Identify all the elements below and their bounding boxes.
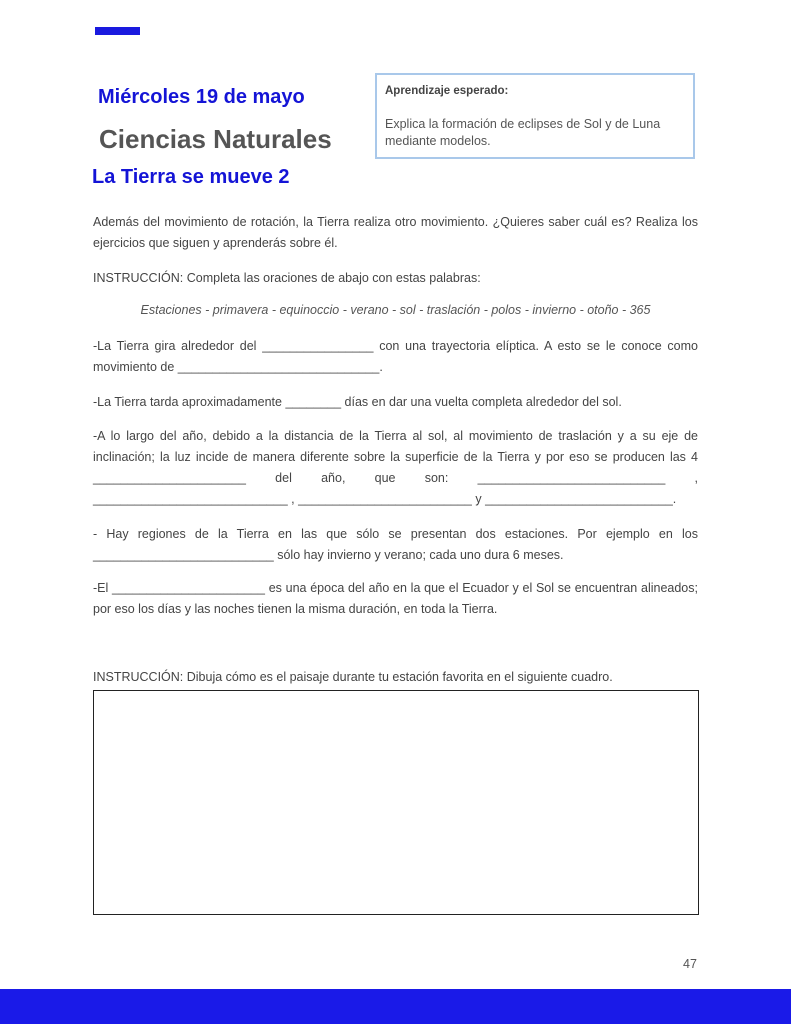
instruction-fill-blanks: INSTRUCCIÓN: Completa las oraciones de abajo con estas palabras: — [93, 271, 481, 285]
drawing-area[interactable] — [93, 690, 699, 915]
lesson-title: La Tierra se mueve 2 — [92, 166, 290, 188]
learning-outcome-title: Aprendizaje esperado: — [385, 85, 509, 97]
top-accent-bar — [95, 27, 140, 35]
subject-title: Ciencias Naturales — [99, 124, 332, 154]
intro-paragraph: Además del movimiento de rotación, la Tierra realiza otro movimiento. ¿Quieres saber cuál es? Realiza los ejercicios que siguen y aprenderás sobre él. — [93, 215, 698, 250]
date-heading: Miércoles 19 de mayo — [98, 86, 305, 108]
exercise-sentence-1: -La Tierra gira alrededor del ________________ con una trayectoria elíptica. A esto se le conoce como movimiento de _____________________________. — [93, 339, 698, 374]
instruction-drawing: INSTRUCCIÓN: Dibuja cómo es el paisaje durante tu estación favorita en el siguiente cuadro. — [93, 670, 613, 684]
bottom-accent-bar — [0, 989, 791, 1024]
exercise-sentence-4: - Hay regiones de la Tierra en las que sólo se presentan dos estaciones. Por ejemplo en los __________________________ sólo hay invierno y verano; cada uno dura 6 meses. — [93, 527, 698, 562]
word-bank: Estaciones - primavera - equinoccio - verano - sol - traslación - polos - invierno - otoño - 365 — [140, 303, 651, 317]
learning-outcome-text: Explica la formación de eclipses de Sol y de Luna mediante modelos. — [385, 117, 661, 148]
exercise-sentence-3: -A lo largo del año, debido a la distancia de la Tierra al sol, al movimiento de traslación y a su eje de inclinación; la luz incide de manera diferente sobre la superficie de la Tierra y por eso se producen las 4 ______________________ del año, que son: ___________________________ , ____________________________ , _________________________ y ___________________________. — [93, 429, 698, 506]
learning-outcome-box — [375, 73, 695, 159]
exercise-sentence-5: -El ______________________ es una época del año en la que el Ecuador y el Sol se encuentran alineados; por eso los días y las noches tienen la misma duración, en toda la Tierra. — [93, 581, 698, 616]
page-number: 47 — [683, 957, 697, 971]
exercise-sentence-2: -La Tierra tarda aproximadamente ________ días en dar una vuelta completa alrededor del sol. — [93, 395, 622, 409]
